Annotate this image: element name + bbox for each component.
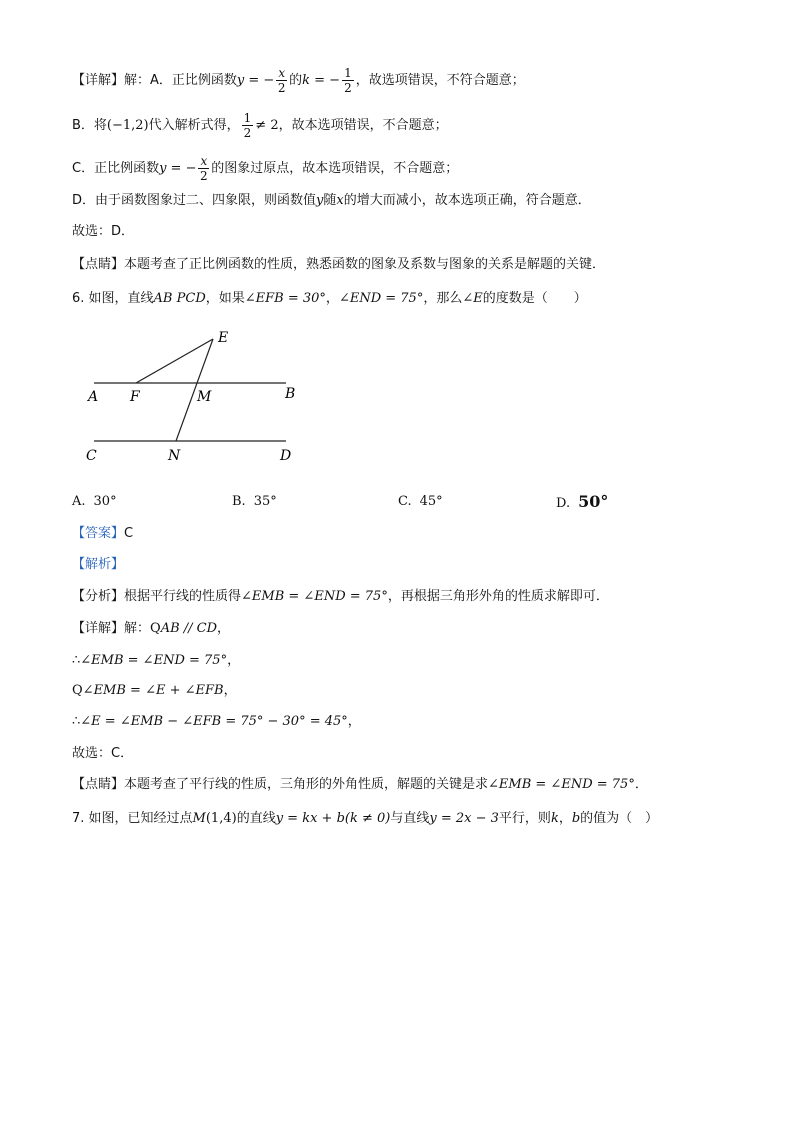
q6-step3: ∴∠E = ∠EMB − ∠EFB = 75° − 30° = 45°， (72, 714, 361, 729)
q5-detail-d: D．由于函数图象过二、四象限，则函数值y随x的增大而减小，故本选项正确，符合题意． (72, 193, 591, 208)
q6-figure (80, 322, 320, 472)
q6-stem: 6. 如图，直线AB PCD，如果∠EFB = 30°，∠END = 75°，那么∠E的度数是（ ） (72, 291, 587, 306)
label-a: A (88, 389, 99, 405)
fraction: $\frac{1}{2}$ (344, 66, 352, 95)
q6-choose: 故选：C． (72, 746, 134, 761)
detail-tag: 【详解】 (72, 73, 125, 88)
label-e: E (218, 330, 229, 346)
q6-comment: 【点睛】本题考查了平行线的性质，三角形的外角性质，解题的关键是求∠EMB = ∠END = 75°． (72, 777, 648, 792)
fraction: $\frac{x}{2}$ (200, 154, 208, 183)
label-m: M (197, 389, 212, 405)
option-c: C. 45° (398, 494, 443, 509)
option-b: B. 35° (232, 494, 277, 509)
option-d: D. 50° (556, 492, 609, 511)
label-c: C (86, 448, 97, 464)
q5-detail-b: B．将(−1,2)代入解析式得， $\frac{1}{2}$ ≠ 2，故本选项错误，不合题意； (72, 111, 448, 140)
q5-detail-a: 【详解】解：A．正比例函数y = − $\frac{x}{2}$ 的k = − $\frac{1}{2}$ ，故选项错误，不符合题意； (72, 66, 525, 95)
q7-stem: 7. 如图，已知经过点M(1,4)的直线y = kx + b(k ≠ 0)与直线y = 2x − 3平行，则k，b的值为（ ） (72, 811, 659, 826)
option-a: A. 30° (72, 494, 117, 509)
q5-comment: 【点睛】本题考查了正比例函数的性质，熟悉函数的图象及系数与图象的关系是解题的关键． (72, 257, 606, 272)
q6-answer (72, 524, 133, 544)
comment-tag: 【点睛】 (72, 257, 125, 272)
answer-value: C (124, 526, 134, 541)
q6-step1: ∴∠EMB = ∠END = 75°， (72, 653, 241, 668)
q5-choose: 故选：D． (72, 224, 135, 239)
label-b: B (285, 386, 296, 402)
q6-detail: 【详解】解：QAB // CD， (72, 621, 231, 636)
q6-step2: Q∠EMB = ∠E + ∠EFB， (72, 683, 237, 698)
segment-fe (136, 339, 213, 383)
label-d: D (280, 448, 292, 464)
label-n: N (168, 448, 181, 464)
answer-tag: 【答案】 (72, 526, 125, 541)
fraction: $\frac{1}{2}$ (243, 111, 252, 140)
q5-detail-c: C．正比例函数y = − $\frac{x}{2}$ 的图象过原点，故本选项错误，不合题意； (72, 154, 459, 183)
label-f: F (130, 389, 140, 405)
q6-fenxi: 【分析】根据平行线的性质得∠EMB = ∠END = 75°，再根据三角形外角的性质求解即可． (72, 589, 609, 604)
q6-analysis-tag: 【解析】 (72, 557, 125, 572)
fraction: $\frac{x}{2}$ (277, 66, 286, 95)
